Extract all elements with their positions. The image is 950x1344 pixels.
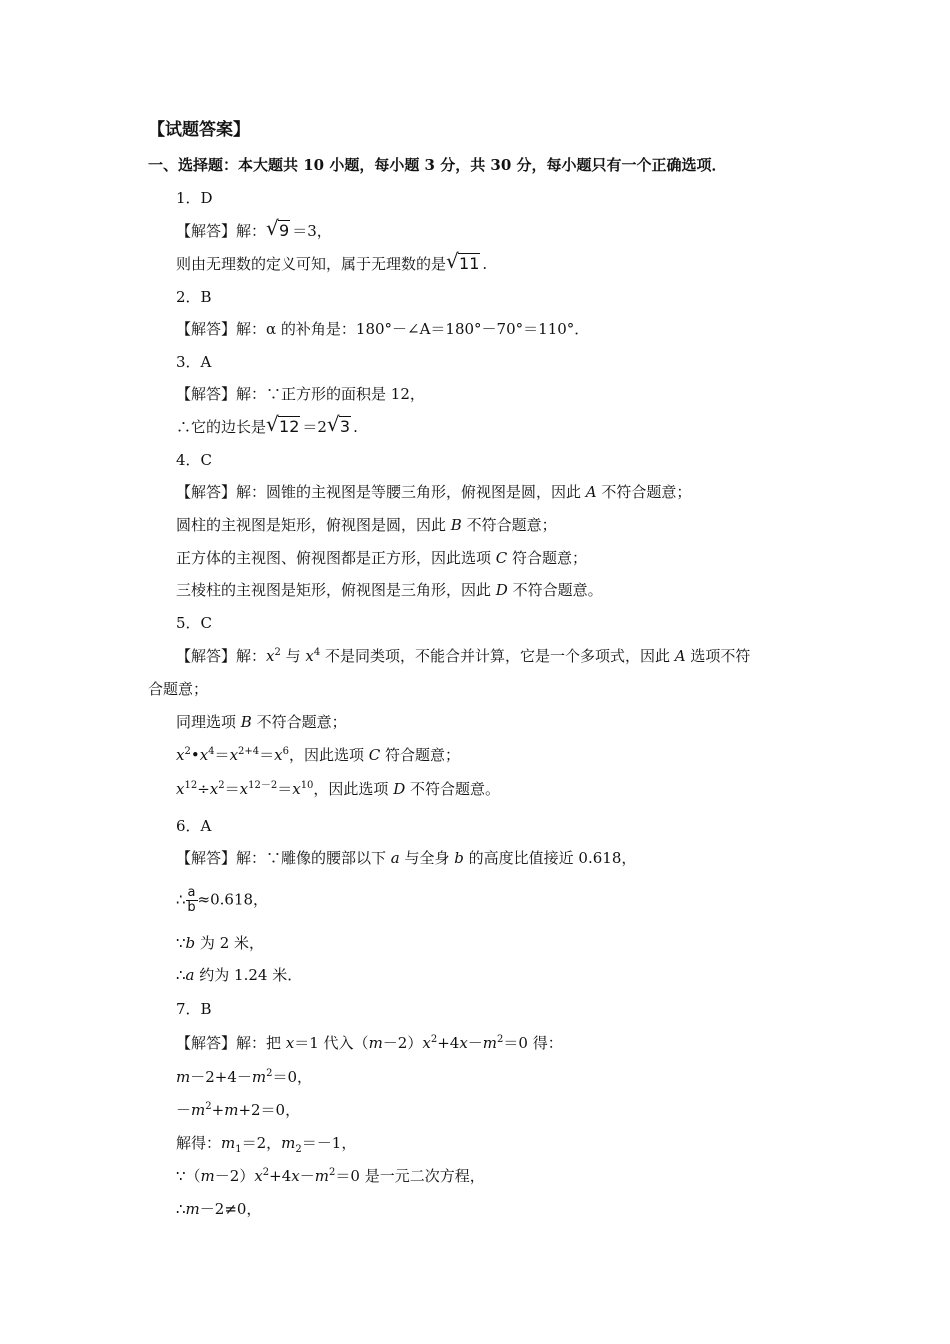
q7-line-2: $m-2+4-m^2=0$， xyxy=(176,1068,313,1086)
section-heading: 一、选择题：本大题共 10 小题，每小题 3 分，共 30 分，每小题只有一个正确选项． xyxy=(148,156,727,174)
q7-line-3: $-m^2+m+2=0$， xyxy=(176,1101,301,1119)
q1-text: 【解答】解： xyxy=(176,222,267,240)
q5-line-3: $x^2•x^4=x^{2+4}=x^6$，因此选项 C 符合题意； xyxy=(176,746,461,764)
q3-number: 3．A xyxy=(176,353,212,371)
q3-text: ∴它的边长是 xyxy=(176,418,267,436)
q1-result: ＝3， xyxy=(292,222,332,240)
q3-period: . xyxy=(353,418,358,436)
q4-line-4: 三棱柱的主视图是矩形，俯视图是三角形，因此 D 不符合题意。 xyxy=(176,581,603,599)
sqrt-11: √ 11 xyxy=(446,249,480,273)
q5-line-2: 同理选项 B 不符合题意； xyxy=(176,713,347,731)
q3-line-2 xyxy=(176,412,358,437)
q4-number: 4．C xyxy=(176,451,213,469)
answer-title: 【试题答案】 xyxy=(148,120,250,140)
q7-line-6: ∴m－2≠0， xyxy=(176,1200,262,1218)
q3-line-1: 【解答】解：∵正方形的面积是 12， xyxy=(176,385,425,403)
q7-line-1: 【解答】解：把 x＝1 代入$(m-2)x^2+4x-m^2=0$ 得： xyxy=(176,1034,563,1052)
q6-line-4: ∴a 约为 1.24 米． xyxy=(176,966,303,984)
q7-line-4: 解得：$m_1=2$，$m_2=-1$， xyxy=(176,1134,357,1155)
q1-text-2: 则由无理数的定义可知，属于无理数的是 xyxy=(176,255,447,273)
q4-line-1: 【解答】解：圆锥的主视图是等腰三角形，俯视图是圆，因此 A 不符合题意； xyxy=(176,483,692,501)
sqrt-3: √ 3 xyxy=(326,412,351,436)
q1-line-1 xyxy=(176,216,332,241)
q1-period: . xyxy=(482,255,488,273)
q5-line-1-cont: 合题意； xyxy=(148,680,209,698)
q1-line-2 xyxy=(176,249,488,274)
q5-line-1: 【解答】解：$x^2$ 与 $x^4$ 不是同类项，不能合并计算，它是一个多项式，因此 A 选项不符 xyxy=(176,647,751,665)
q5-number: 5．C xyxy=(176,614,213,632)
sqrt-12: √ 12 xyxy=(266,412,300,436)
q6-line-2: ∴ $\frac{a}{b}$ ≈0.618， xyxy=(176,885,269,915)
q6-number: 6．A xyxy=(176,817,212,835)
q2-line-1: 【解答】解：α 的补角是：180°－∠A＝180°－70°＝110°． xyxy=(176,320,590,338)
sqrt-9: √ 9 xyxy=(266,216,290,240)
fraction-a-over-b: $\frac{a}{b}$ xyxy=(187,885,196,915)
q1-number: 1．D xyxy=(176,189,213,207)
q6-line-3: ∵b 为 2 米， xyxy=(176,934,265,952)
q7-number: 7．B xyxy=(176,1000,212,1018)
q5-line-4: $x^{12}\div x^2=x^{12-2}=x^{10}$，因此选项 D 不符合题意。 xyxy=(176,780,501,798)
q4-line-2: 圆柱的主视图是矩形，俯视图是圆，因此 B 不符合题意； xyxy=(176,516,557,534)
q7-line-5: $\because(m-2)x^2+4x-m^2=0$ 是一元二次方程， xyxy=(176,1167,485,1185)
q4-line-3: 正方体的主视图、俯视图都是正方形，因此选项 C 符合题意； xyxy=(176,549,588,567)
q6-line-1: 【解答】解：∵雕像的腰部以下 a 与全身 b 的高度比值接近 0.618， xyxy=(176,849,637,867)
q2-number: 2．B xyxy=(176,288,212,306)
q3-equals: ＝2 xyxy=(302,418,327,436)
